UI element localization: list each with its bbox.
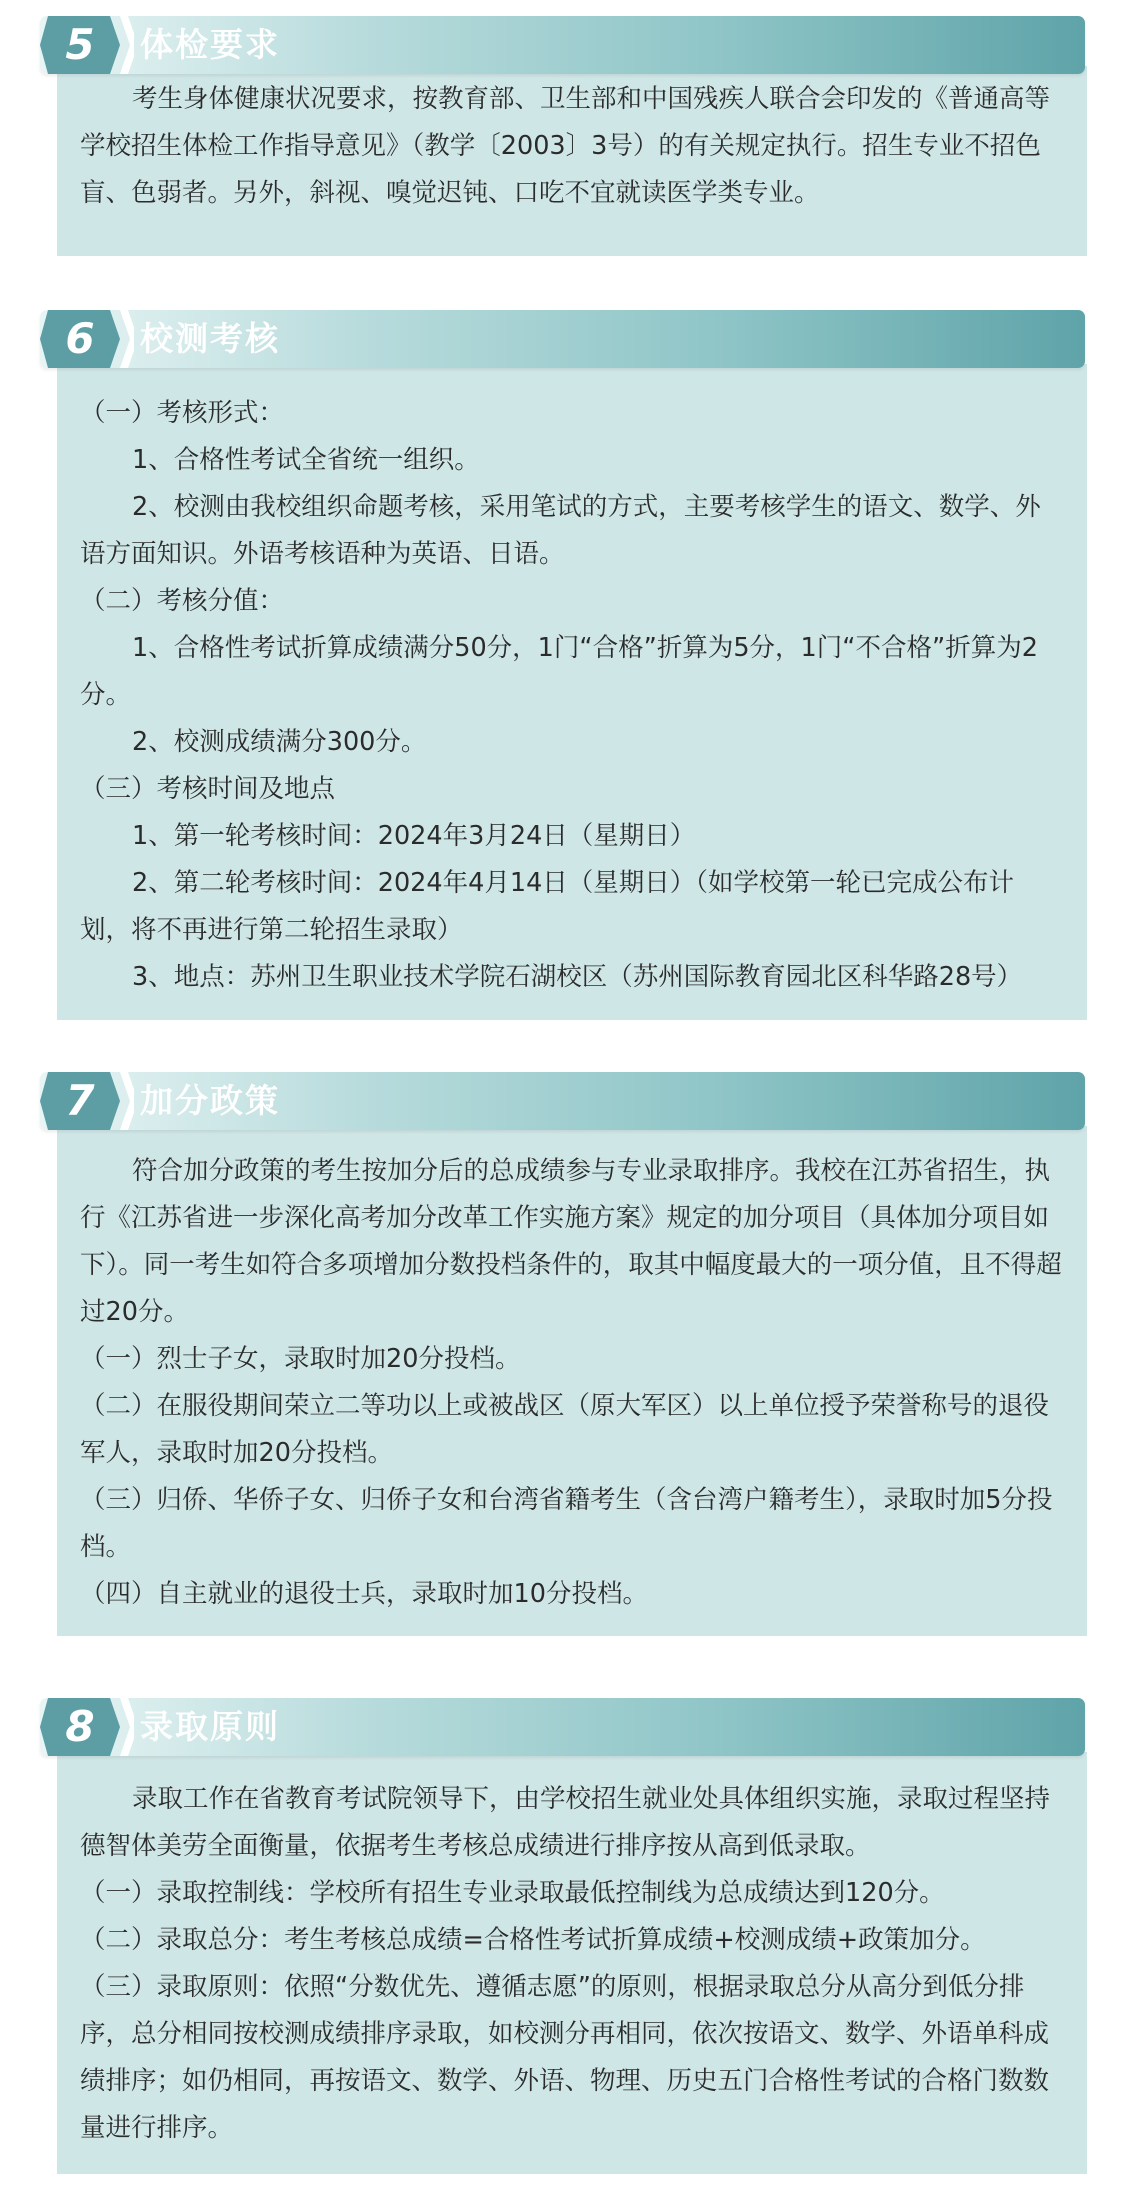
section-title: 体检要求: [140, 25, 280, 64]
section-header: [40, 16, 1085, 74]
paragraph: （二）录取总分：考生考核总成绩=合格性考试折算成绩+校测成绩+政策加分。: [80, 1925, 986, 1955]
paragraph: 1、合格性考试折算成绩满分50分，1门“合格”折算为5分，1门“不合格”折算为2分。: [80, 633, 1038, 710]
section-number-badge: [40, 310, 134, 368]
section-body: [57, 1126, 1087, 1636]
section-header: [40, 1698, 1085, 1756]
paragraph: 符合加分政策的考生按加分后的总成绩参与专业录取排序。我校在江苏省招生，执行《江苏省进一步深化高考加分改革工作实施方案》规定的加分项目（具体加分项目如下）。同一考生如符合多项增加分数投档条件的，取其中幅度最大的一项分值，且不得超过20分。: [80, 1156, 1062, 1327]
section-header: [40, 1072, 1085, 1130]
paragraph: 2、校测成绩满分300分。: [132, 727, 427, 757]
section-title: 校测考核: [140, 319, 280, 358]
paragraph: （二）考核分值：: [80, 586, 285, 616]
paragraph: 3、地点：苏州卫生职业技术学院石湖校区（苏州国际教育园北区科华路28号）: [132, 962, 1023, 992]
section-number: 6: [65, 314, 95, 363]
paragraph: 录取工作在省教育考试院领导下，由学校招生就业处具体组织实施，录取过程坚持德智体美劳全面衡量，依据考生考核总成绩进行排序按从高到低录取。: [80, 1784, 1051, 1861]
paragraph: （一）烈士子女，录取时加20分投档。: [80, 1344, 521, 1374]
section-number-badge: [40, 1698, 134, 1756]
section-number: 5: [65, 20, 95, 69]
section-body: [57, 364, 1087, 1020]
paragraph: 2、第二轮考核时间：2024年4月14日（星期日）（如学校第一轮已完成公布计划，将不再进行第二轮招生录取）: [80, 868, 1015, 945]
paragraph: （三）录取原则：依照“分数优先、遵循志愿”的原则，根据录取总分从高分到低分排序，总分相同按校测成绩排序录取，如校测分再相同，依次按语文、数学、外语单科成绩排序；如仍相同，再按语文、数学、外语、物理、历史五门合格性考试的合格门数数量进行排序。: [80, 1972, 1050, 2143]
paragraph: （一）考核形式：: [80, 398, 285, 428]
paragraph: （三）考核时间及地点: [80, 774, 336, 804]
paragraph: （二）在服役期间荣立二等功以上或被战区（原大军区）以上单位授予荣誉称号的退役军人，录取时加20分投档。: [80, 1391, 1050, 1468]
section-body: [57, 66, 1087, 256]
section-number: 7: [65, 1076, 95, 1125]
section-body: [57, 1752, 1087, 2174]
section-number: 8: [65, 1702, 95, 1751]
paragraph: 1、合格性考试全省统一组织。: [132, 445, 480, 475]
section-number-badge: [40, 16, 134, 74]
paragraph: 考生身体健康状况要求，按教育部、卫生部和中国残疾人联合会印发的《普通高等学校招生体检工作指导意见》（教学〔2003〕3号）的有关规定执行。招生专业不招色盲、色弱者。另外，斜视、嗅觉迟钝、口吃不宜就读医学类专业。: [80, 84, 1051, 208]
paragraph: （四）自主就业的退役士兵，录取时加10分投档。: [80, 1579, 648, 1609]
section-title: 加分政策: [140, 1081, 280, 1120]
section-header: [40, 310, 1085, 368]
paragraph: （一）录取控制线：学校所有招生专业录取最低控制线为总成绩达到120分。: [80, 1878, 945, 1908]
section-number-badge: [40, 1072, 134, 1130]
section-title: 录取原则: [140, 1707, 280, 1746]
paragraph: 2、校测由我校组织命题考核，采用笔试的方式，主要考核学生的语文、数学、外语方面知识。外语考核语种为英语、日语。: [80, 492, 1041, 569]
paragraph: 1、第一轮考核时间：2024年3月24日（星期日）: [132, 821, 696, 851]
paragraph: （三）归侨、华侨子女、归侨子女和台湾省籍考生（含台湾户籍考生），录取时加5分投档。: [80, 1485, 1053, 1562]
